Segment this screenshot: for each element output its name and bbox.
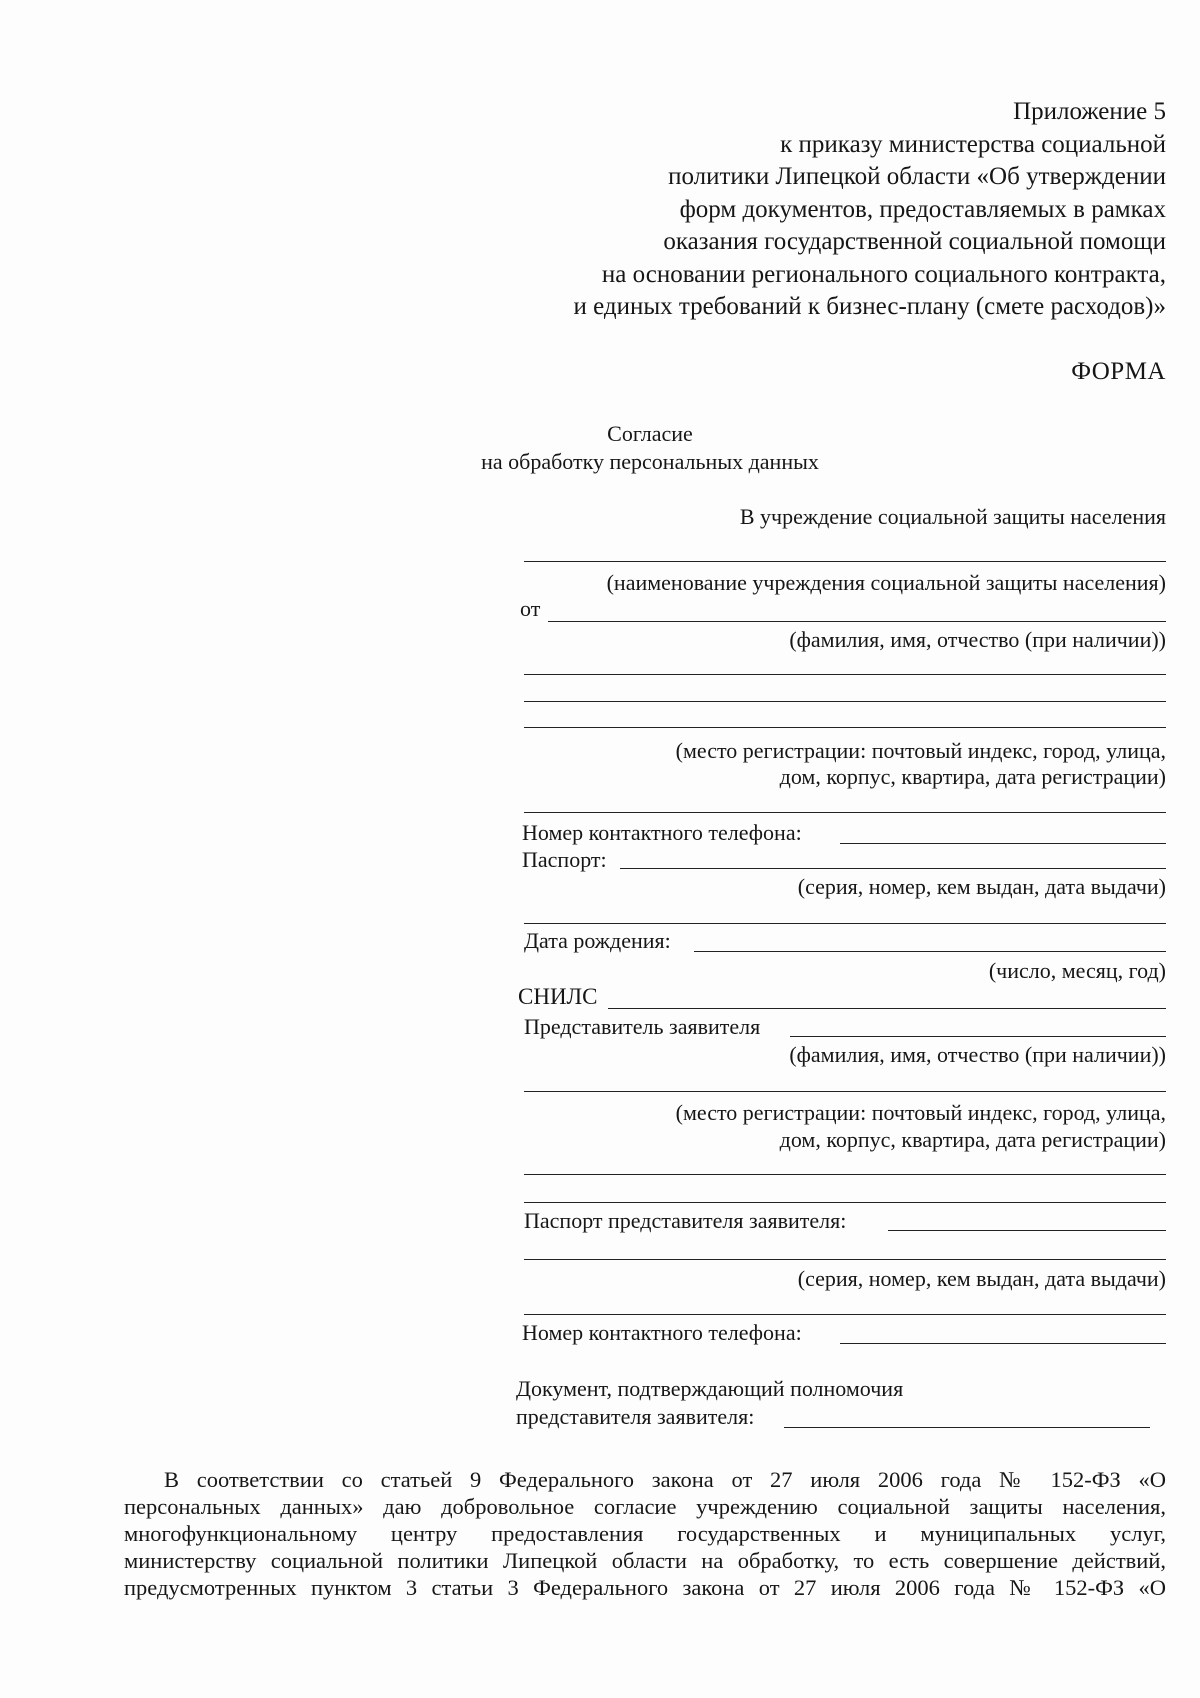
passport-hint: (серия, номер, кем выдан, дата выдачи) [797,874,1166,899]
passport-extra-field[interactable] [524,923,1166,924]
title-line-1: Согласие [607,421,693,446]
rep-address-field-1[interactable] [524,1174,1166,1175]
representative-label: Представитель заявителя [524,1014,761,1039]
body-line: предусмотренных пунктом 3 статьи 3 Федерального закона от 27 июля 2006 года № 152-ФЗ «О [124,1575,1166,1600]
snils-field[interactable] [608,1008,1166,1009]
fio-hint: (фамилия, имя, отчество (при наличии)) [789,627,1166,652]
body-line: министерству социальной политики Липецкой области на обработку, то есть совершение действий, [124,1548,1166,1573]
appendix-line: на основании регионального социального контракта, [601,260,1166,288]
form-label: ФОРМА [1071,358,1166,385]
title-line-2: на обработку персональных данных [481,449,819,474]
institution-name-field[interactable] [524,561,1166,562]
rep-fio-hint: (фамилия, имя, отчество (при наличии)) [789,1042,1166,1067]
authority-doc-label-line-2: представителя заявителя: [516,1404,755,1429]
appendix-line: к приказу министерства социальной [780,130,1166,158]
address-field-3[interactable] [524,727,1166,728]
consent-body [124,1466,1166,1601]
appendix-line: политики Липецкой области «Об утверждении [668,163,1166,190]
appendix-line: Приложение 5 [1013,98,1166,125]
rep-passport-extra-field-2[interactable] [524,1314,1166,1315]
rep-passport-extra-field[interactable] [524,1259,1166,1260]
authority-doc-label-line-1: Документ, подтверждающий полномочия [516,1376,904,1401]
institution-hint: (наименование учреждения социальной защиты населения) [606,570,1166,595]
body-line: многофункциональному центру предоставления государственных и муниципальных услуг, [124,1521,1166,1546]
appendix-line: форм документов, предоставляемых в рамках [679,195,1166,223]
address-hint-line-1: (место регистрации: почтовый индекс, город, улица, [675,738,1166,763]
phone-field[interactable] [840,843,1166,844]
registration-extra-field[interactable] [524,812,1166,813]
rep-passport-field[interactable] [888,1230,1166,1231]
snils-label: СНИЛС [518,984,598,1009]
address-field-2[interactable] [524,701,1166,702]
authority-doc-field[interactable] [784,1427,1150,1428]
body-line: персональных данных» даю добровольное согласие учреждению социальной защиты населения, [124,1494,1166,1519]
rep-phone-field[interactable] [840,1343,1166,1344]
birthdate-hint: (число, месяц, год) [988,958,1166,983]
rep-passport-hint: (серия, номер, кем выдан, дата выдачи) [797,1266,1166,1291]
applicant-fio-field[interactable] [548,621,1166,622]
address-hint-line-2: дом, корпус, квартира, дата регистрации) [779,764,1166,789]
body-line: В соответствии со статьей 9 Федерального закона от 27 июля 2006 года № 152-ФЗ «О [164,1467,1166,1492]
to-institution-text: В учреждение социальной защиты населения [739,504,1166,529]
document-title [380,420,920,476]
from-label: от [520,596,541,621]
rep-address-hint-line-1: (место регистрации: почтовый индекс, город, улица, [675,1100,1166,1125]
rep-address-hint-line-2: дом, корпус, квартира, дата регистрации) [779,1127,1166,1152]
phone-label: Номер контактного телефона: [522,820,802,845]
rep-fio-extra-field[interactable] [524,1091,1166,1092]
passport-field[interactable] [620,868,1166,869]
birthdate-label: Дата рождения: [524,928,671,953]
rep-phone-label: Номер контактного телефона: [522,1320,802,1345]
appendix-line: оказания государственной социальной помощи [663,228,1166,255]
representative-fio-field[interactable] [790,1036,1166,1037]
address-field-1[interactable] [524,674,1166,675]
appendix-header [380,96,1166,324]
appendix-line: и единых требований к бизнес-плану (смете расходов)» [573,293,1166,320]
birthdate-field[interactable] [694,951,1166,952]
passport-label: Паспорт: [522,847,607,872]
rep-passport-label: Паспорт представителя заявителя: [524,1208,847,1233]
rep-address-field-2[interactable] [524,1202,1166,1203]
